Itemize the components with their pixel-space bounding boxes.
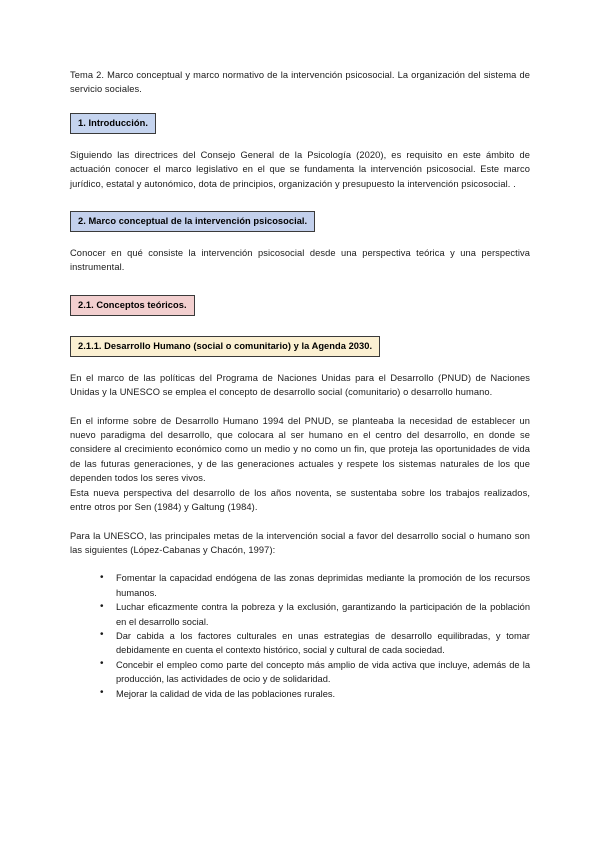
list-item: • Concebir el empleo como parte del concepto más amplio de vida activa que incluye, además de la producción, las actividades de ocio y de solidaridad. [100, 658, 530, 687]
paragraph-perspectiva-noventa: Esta nueva perspectiva del desarrollo de los años noventa, se sustentaba sobre los trabajos realizados, entre otros por Sen (1984) y Galtung (1984). [70, 487, 530, 513]
paragraph-unesco-metas: Para la UNESCO, las principales metas de la intervención social a favor del desarrollo social o humano son las siguientes (López-Cabanas y Chacón, 1997): [70, 530, 530, 555]
list-item: • Luchar eficazmente contra la pobreza y la exclusión, garantizando la participación de la población en el desarrollo social. [100, 600, 530, 629]
spacer [70, 515, 530, 529]
paragraph-informe-1994: En el informe sobre de Desarrollo Humano 1994 del PNUD, se planteaba la necesidad de establecer un nuevo paradigma del desarrollo, que colocara al ser humano en el centro del desarrollo, en donde se considere al crecimiento económico como un medio y no como un fin, que proteja las oportunidades de vida de las futuras generaciones, y de las generaciones actuales y respete los sistemas naturales de los que dependen todos los seres vivos. [70, 415, 530, 484]
document-body [70, 68, 530, 701]
spacer [70, 400, 530, 414]
heading-2-marco-conceptual: 2. Marco conceptual de la intervención psicosocial. [70, 211, 315, 232]
spacer [70, 357, 530, 371]
paragraph-conocer: Conocer en qué consiste la intervención psicosocial desde una perspectiva teórica y una perspectiva instrumental. [70, 248, 530, 273]
spacer [70, 316, 530, 336]
paragraph-introduccion: Siguiendo las directrices del Consejo General de la Psicología (2020), es requisito en este ámbito de actuación conocer el marco legislativo en el que se fundamenta la intervención psicosocial. Este marco jurídico, estatal y autonómico, dota de principios, organización y presupuesto la intervención psicosocial. . [70, 149, 530, 189]
paragraph-marco-politicas: En el marco de las políticas del Programa de Naciones Unidas para el Desarrollo (PNUD) de Naciones Unidas y la UNESCO se emplea el concepto de desarrollo social (comunitario) o desarrollo humano. [70, 372, 530, 398]
heading-211-desarrollo-humano: 2.1.1. Desarrollo Humano (social o comunitario) y la Agenda 2030. [70, 336, 380, 357]
spacer [70, 275, 530, 295]
list-item: • Dar cabida a los factores culturales en unas estrategias de desarrollo equilibradas, y tomar debidamente en cuenta el contexto histórico, social y cultural de cada sociedad. [100, 629, 530, 658]
unesco-goals-list [70, 571, 530, 701]
spacer [70, 97, 530, 113]
list-item: • Mejorar la calidad de vida de las poblaciones rurales. [100, 687, 530, 701]
spacer [70, 232, 530, 246]
list-item: • Fomentar la capacidad endógena de las zonas deprimidas mediante la promoción de los recursos humanos. [100, 571, 530, 600]
heading-21-conceptos-teoricos: 2.1. Conceptos teóricos. [70, 295, 195, 316]
spacer [70, 557, 530, 571]
document-title-paragraph: Tema 2. Marco conceptual y marco normativo de la intervención psicosocial. La organización del sistema de servicio sociales. [70, 70, 530, 95]
spacer [70, 191, 530, 211]
heading-1-introduccion: 1. Introducción. [70, 113, 156, 134]
spacer [70, 134, 530, 148]
